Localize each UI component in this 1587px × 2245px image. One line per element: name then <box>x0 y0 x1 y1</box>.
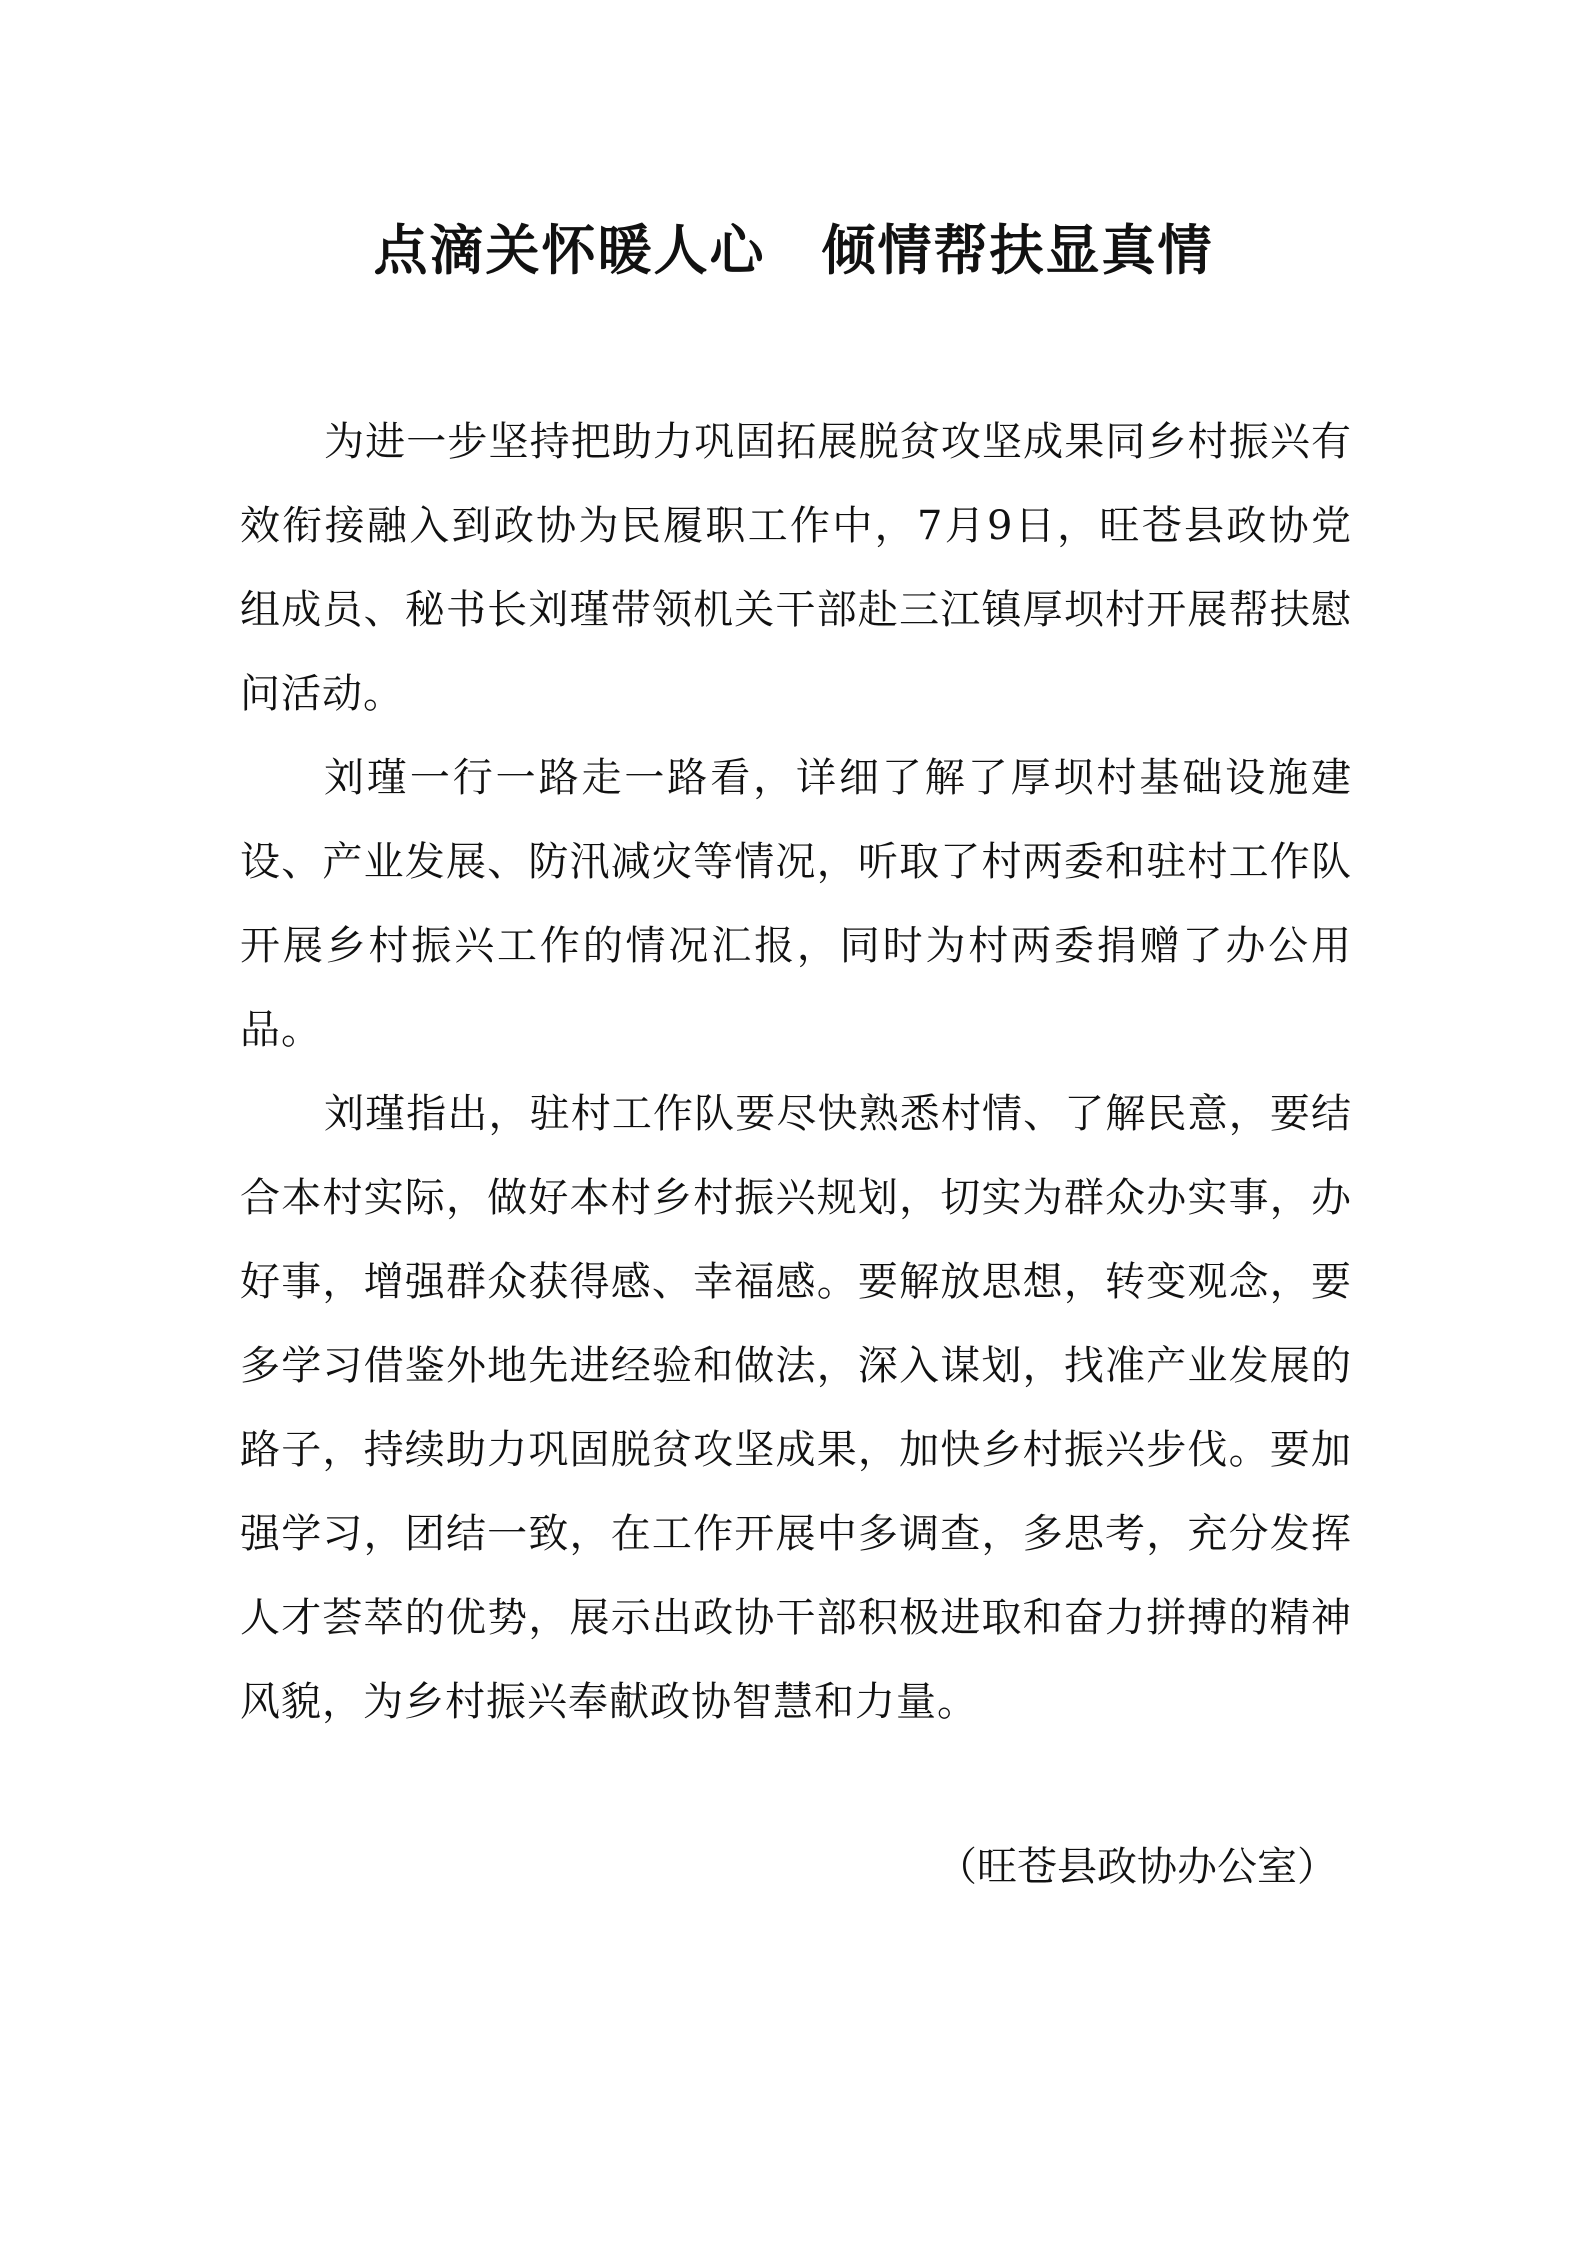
paragraph-1: 为进一步坚持把助力巩固拓展脱贫攻坚成果同乡村振兴有效衔接融入到政协为民履职工作中，7月9日，旺苍县政协党组成员、秘书长刘瑾带领机关干部赴三江镇厚坝村开展帮扶慰问活动。 <box>240 419 1352 717</box>
document-body <box>240 400 1352 1744</box>
paragraph-3: 刘瑾指出，驻村工作队要尽快熟悉村情、了解民意，要结合本村实际，做好本村乡村振兴规划，切实为群众办实事，办好事，增强群众获得感、幸福感。要解放思想，转变观念，要多学习借鉴外地先进经验和做法，深入谋划，找准产业发展的路子，持续助力巩固脱贫攻坚成果，加快乡村振兴步伐。要加强学习，团结一致，在工作开展中多调查，多思考，充分发挥人才荟萃的优势，展示出政协干部积极进取和奋力拼搏的精神风貌，为乡村振兴奉献政协智慧和力量。 <box>240 1091 1352 1725</box>
document-title: 点滴关怀暖人心 倾情帮扶显真情 <box>373 218 1214 282</box>
document-signature: （旺苍县政协办公室） <box>937 1844 1337 1890</box>
paragraph-2: 刘瑾一行一路走一路看，详细了解了厚坝村基础设施建设、产业发展、防汛减灾等情况，听取了村两委和驻村工作队开展乡村振兴工作的情况汇报，同时为村两委捐赠了办公用品。 <box>240 755 1352 1053</box>
